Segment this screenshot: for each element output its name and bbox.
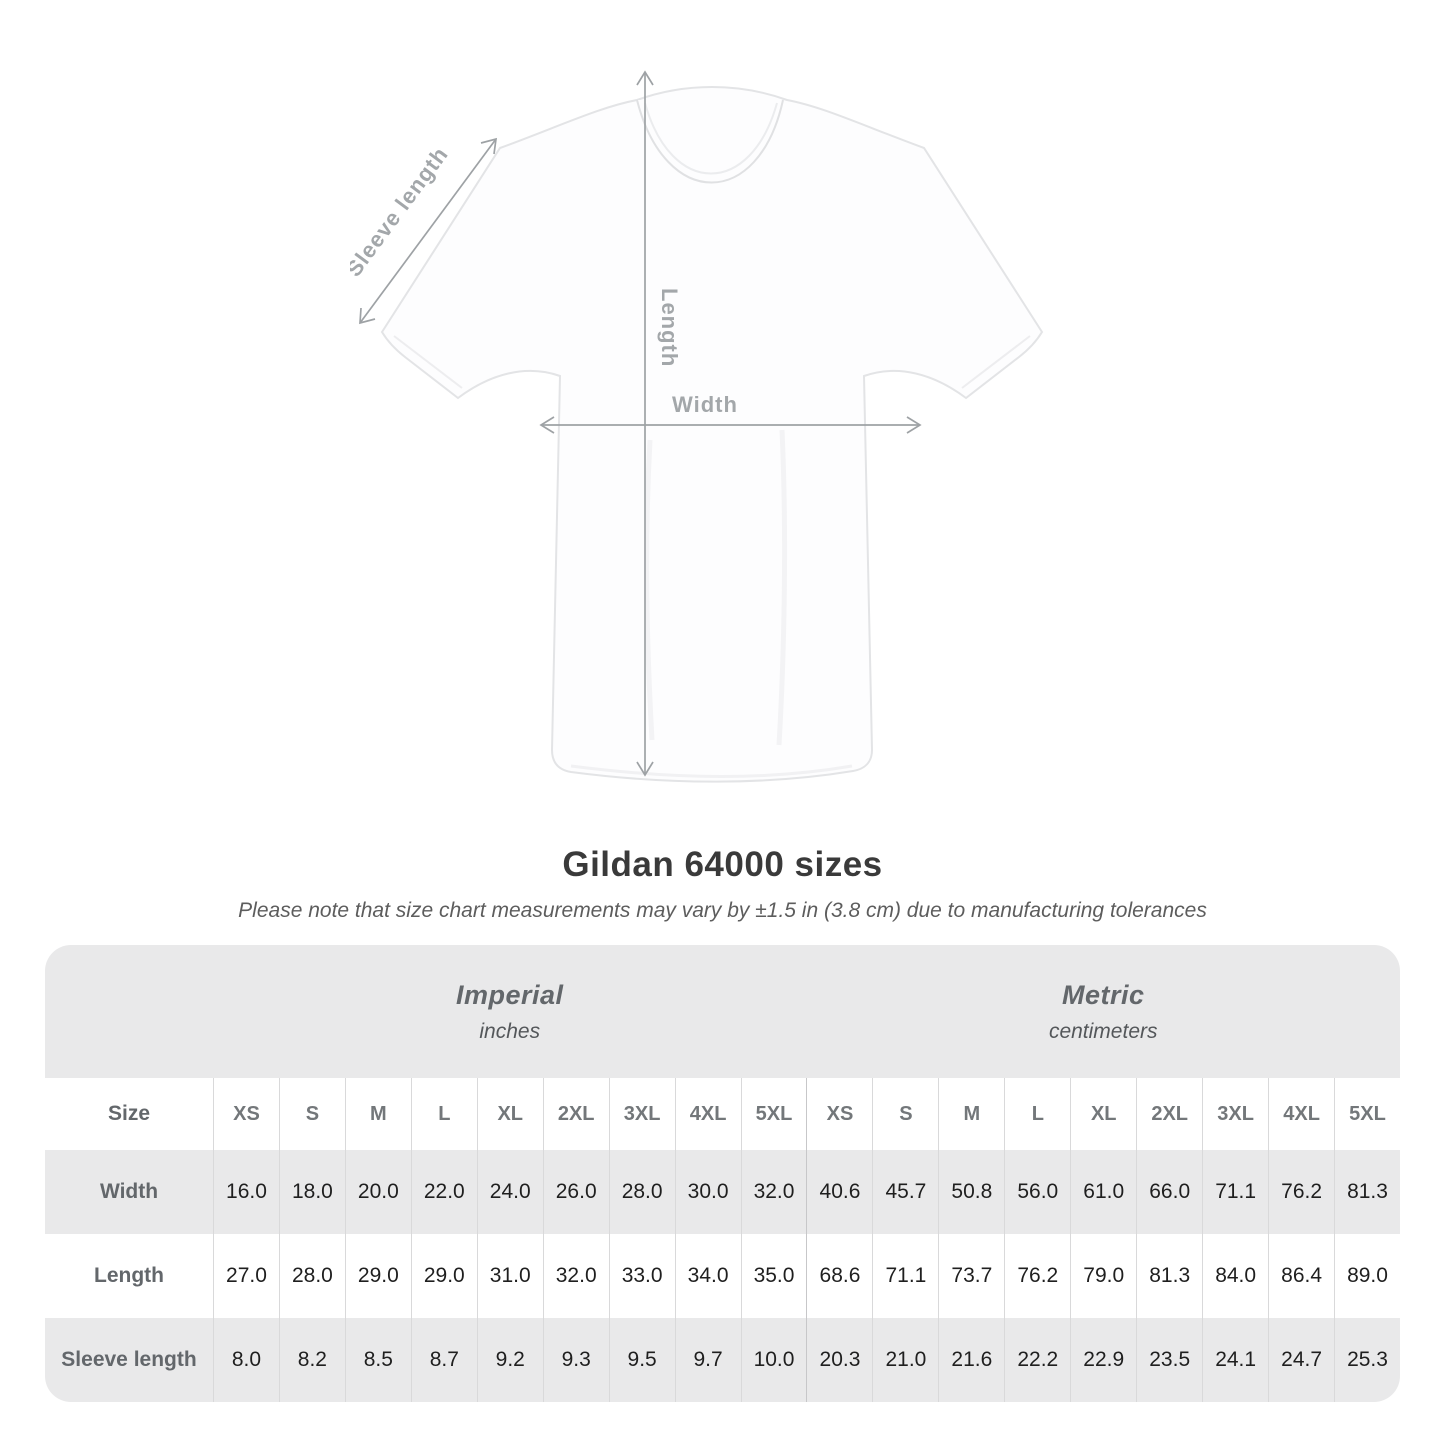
sleeve-value: 8.2 (279, 1318, 345, 1402)
table-corner-cell (45, 945, 213, 1078)
length-row-label: Length (45, 1234, 213, 1318)
size-header-cell: S (872, 1078, 938, 1150)
size-header-cell: XS (806, 1078, 872, 1150)
sleeve-value: 22.2 (1004, 1318, 1070, 1402)
sleeve-row-label: Sleeve length (45, 1318, 213, 1402)
size-header-cell: 4XL (675, 1078, 741, 1150)
width-value: 30.0 (675, 1150, 741, 1234)
length-value: 31.0 (477, 1234, 543, 1318)
sleeve-value: 21.0 (872, 1318, 938, 1402)
size-header-cell: L (1004, 1078, 1070, 1150)
width-value: 20.0 (345, 1150, 411, 1234)
width-value: 40.6 (806, 1150, 872, 1234)
width-value: 18.0 (279, 1150, 345, 1234)
sleeve-value: 9.3 (543, 1318, 609, 1402)
width-value: 45.7 (872, 1150, 938, 1234)
length-value: 68.6 (806, 1234, 872, 1318)
length-arrow-label: Length (657, 288, 682, 368)
sleeve-value: 8.5 (345, 1318, 411, 1402)
size-header-cell: M (345, 1078, 411, 1150)
sleeve-value: 8.0 (213, 1318, 279, 1402)
length-value: 34.0 (675, 1234, 741, 1318)
length-value: 86.4 (1268, 1234, 1334, 1318)
length-value: 73.7 (938, 1234, 1004, 1318)
metric-group-unit: centimeters (1048, 1019, 1158, 1043)
sleeve-value: 9.2 (477, 1318, 543, 1402)
sleeve-value: 24.7 (1268, 1318, 1334, 1402)
sleeve-value: 9.7 (675, 1318, 741, 1402)
width-value: 26.0 (543, 1150, 609, 1234)
sleeve-value: 25.3 (1334, 1318, 1400, 1402)
size-row-label: Size (45, 1078, 213, 1150)
size-header-cell: S (279, 1078, 345, 1150)
tolerance-note: Please note that size chart measurements may vary by ±1.5 in (3.8 cm) due to manufacturing tolerances (238, 899, 1207, 922)
length-value: 71.1 (872, 1234, 938, 1318)
size-header-cell: M (938, 1078, 1004, 1150)
tshirt-graphic (350, 40, 1070, 800)
width-value: 71.1 (1202, 1150, 1268, 1234)
length-value: 27.0 (213, 1234, 279, 1318)
length-value: 28.0 (279, 1234, 345, 1318)
length-value: 33.0 (609, 1234, 675, 1318)
page-title: Gildan 64000 sizes (562, 845, 883, 884)
sleeve-value: 24.1 (1202, 1318, 1268, 1402)
width-value: 66.0 (1136, 1150, 1202, 1234)
size-header-cell: 4XL (1268, 1078, 1334, 1150)
width-value: 32.0 (741, 1150, 807, 1234)
width-value: 22.0 (411, 1150, 477, 1234)
size-header-cell: 2XL (1136, 1078, 1202, 1150)
size-header-cell: 3XL (1202, 1078, 1268, 1150)
imperial-group-label: Imperial (455, 979, 564, 1010)
width-value: 24.0 (477, 1150, 543, 1234)
width-value: 56.0 (1004, 1150, 1070, 1234)
width-value: 28.0 (609, 1150, 675, 1234)
width-value: 81.3 (1334, 1150, 1400, 1234)
imperial-group-unit: inches (479, 1019, 541, 1043)
size-header-cell: 5XL (1334, 1078, 1400, 1150)
sleeve-value: 23.5 (1136, 1318, 1202, 1402)
length-value: 89.0 (1334, 1234, 1400, 1318)
length-value: 29.0 (411, 1234, 477, 1318)
size-table (45, 945, 1400, 1402)
length-value: 81.3 (1136, 1234, 1202, 1318)
sleeve-value: 21.6 (938, 1318, 1004, 1402)
length-value: 32.0 (543, 1234, 609, 1318)
sleeve-value: 22.9 (1070, 1318, 1136, 1402)
sleeve-value: 10.0 (741, 1318, 807, 1402)
imperial-group-header (213, 945, 806, 1078)
width-value: 16.0 (213, 1150, 279, 1234)
width-arrow-label: Width (672, 392, 738, 417)
length-value: 76.2 (1004, 1234, 1070, 1318)
sleeve-value: 9.5 (609, 1318, 675, 1402)
size-header-cell: XS (213, 1078, 279, 1150)
width-value: 50.8 (938, 1150, 1004, 1234)
length-value: 79.0 (1070, 1234, 1136, 1318)
length-value: 35.0 (741, 1234, 807, 1318)
title-block (0, 845, 1445, 923)
size-header-cell: XL (1070, 1078, 1136, 1150)
size-header-cell: L (411, 1078, 477, 1150)
metric-group-header (806, 945, 1400, 1078)
size-header-cell: XL (477, 1078, 543, 1150)
metric-group-label: Metric (1061, 979, 1145, 1010)
tshirt-diagram (350, 40, 1070, 800)
tshirt-silhouette (382, 87, 1042, 782)
width-value: 76.2 (1268, 1150, 1334, 1234)
sleeve-length-arrow-label: Sleeve length (350, 141, 454, 282)
length-value: 29.0 (345, 1234, 411, 1318)
sleeve-value: 20.3 (806, 1318, 872, 1402)
width-row-label: Width (45, 1150, 213, 1234)
size-header-cell: 3XL (609, 1078, 675, 1150)
width-value: 61.0 (1070, 1150, 1136, 1234)
size-header-cell: 5XL (741, 1078, 807, 1150)
sleeve-value: 8.7 (411, 1318, 477, 1402)
size-header-cell: 2XL (543, 1078, 609, 1150)
length-value: 84.0 (1202, 1234, 1268, 1318)
